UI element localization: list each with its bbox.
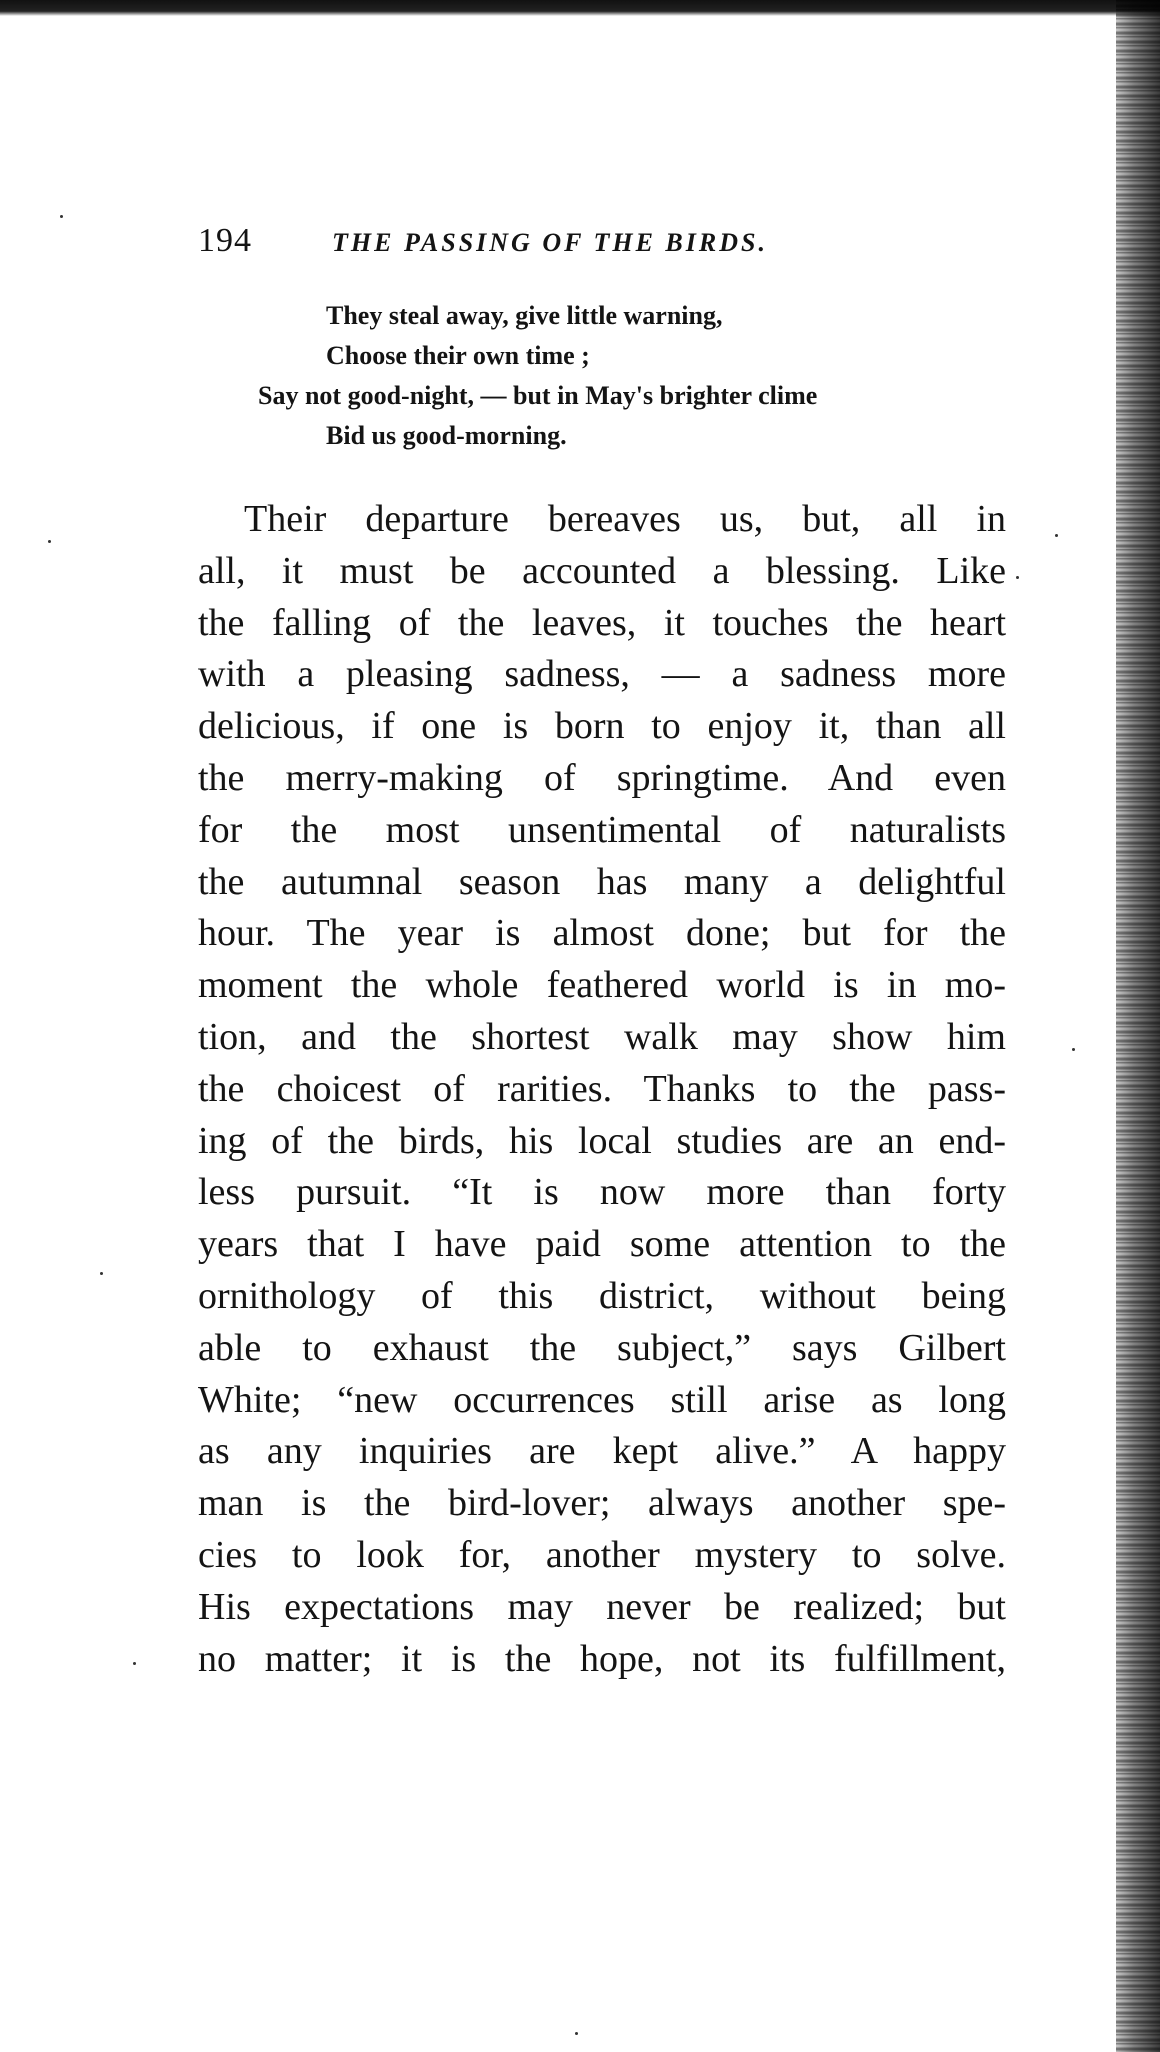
scan-speck bbox=[48, 540, 51, 543]
text-line: hour. The year is almost done; but for the bbox=[198, 912, 1006, 955]
scan-speck bbox=[1055, 534, 1058, 537]
scan-speck bbox=[60, 215, 63, 218]
verse-stanza bbox=[258, 296, 1018, 456]
text-line: ing of the birds, his local studies are an end- bbox=[198, 1119, 1006, 1162]
text-line: ornithology of this district, without being bbox=[198, 1274, 1006, 1317]
text-line: all, it must be accounted a blessing. Like bbox=[198, 549, 1006, 592]
verse-line: Say not good-night, — but in May's brighter clime bbox=[258, 381, 818, 410]
text-line: Their departure bereaves us, but, all in bbox=[244, 498, 1006, 540]
text-line: with a pleasing sadness, — a sadness more bbox=[198, 653, 1006, 696]
scan-speck bbox=[100, 1272, 103, 1275]
verse-line: Choose their own time ; bbox=[326, 341, 590, 370]
scan-top-border bbox=[0, 0, 1160, 16]
text-line: able to exhaust the subject,” says Gilbert bbox=[198, 1326, 1006, 1369]
verse-line: They steal away, give little warning, bbox=[326, 301, 723, 330]
running-head: THE PASSING OF THE BIRDS. bbox=[332, 228, 768, 257]
text-line: for the most unsentimental of naturalists bbox=[198, 808, 1006, 851]
text-line: man is the bird-lover; always another spe- bbox=[198, 1482, 1006, 1525]
text-line: tion, and the shortest walk may show him bbox=[198, 1015, 1006, 1058]
text-line: His expectations may never be realized; but bbox=[198, 1585, 1006, 1628]
scan-speck bbox=[1016, 576, 1019, 579]
text-line: delicious, if one is born to enjoy it, than all bbox=[198, 705, 1006, 748]
text-line: the autumnal season has many a delightful bbox=[198, 860, 1006, 903]
scan-speck bbox=[133, 1662, 136, 1665]
text-line: the choicest of rarities. Thanks to the pass- bbox=[198, 1067, 1006, 1110]
text-line: years that I have paid some attention to the bbox=[198, 1223, 1006, 1266]
text-line: no matter; it is the hope, not its fulfillment, bbox=[198, 1637, 1006, 1680]
text-line: White; “new occurrences still arise as long bbox=[198, 1378, 1006, 1421]
verse-line: Bid us good-morning. bbox=[326, 421, 567, 450]
scan-speck bbox=[575, 2032, 578, 2035]
text-line: moment the whole feathered world is in mo- bbox=[198, 964, 1006, 1007]
text-line: cies to look for, another mystery to solve. bbox=[198, 1533, 1006, 1576]
page-number: 194 bbox=[198, 222, 252, 259]
text-line: less pursuit. “It is now more than forty bbox=[198, 1171, 1006, 1214]
scan-speck bbox=[1072, 1048, 1075, 1051]
page-header bbox=[198, 222, 1018, 268]
body-paragraph bbox=[198, 494, 1006, 1685]
text-line: the merry-making of springtime. And even bbox=[198, 756, 1006, 799]
text-line: as any inquiries are kept alive.” A happy bbox=[198, 1430, 1006, 1473]
scan-page-edge bbox=[1116, 0, 1160, 2052]
text-line: the falling of the leaves, it touches the heart bbox=[198, 601, 1006, 644]
